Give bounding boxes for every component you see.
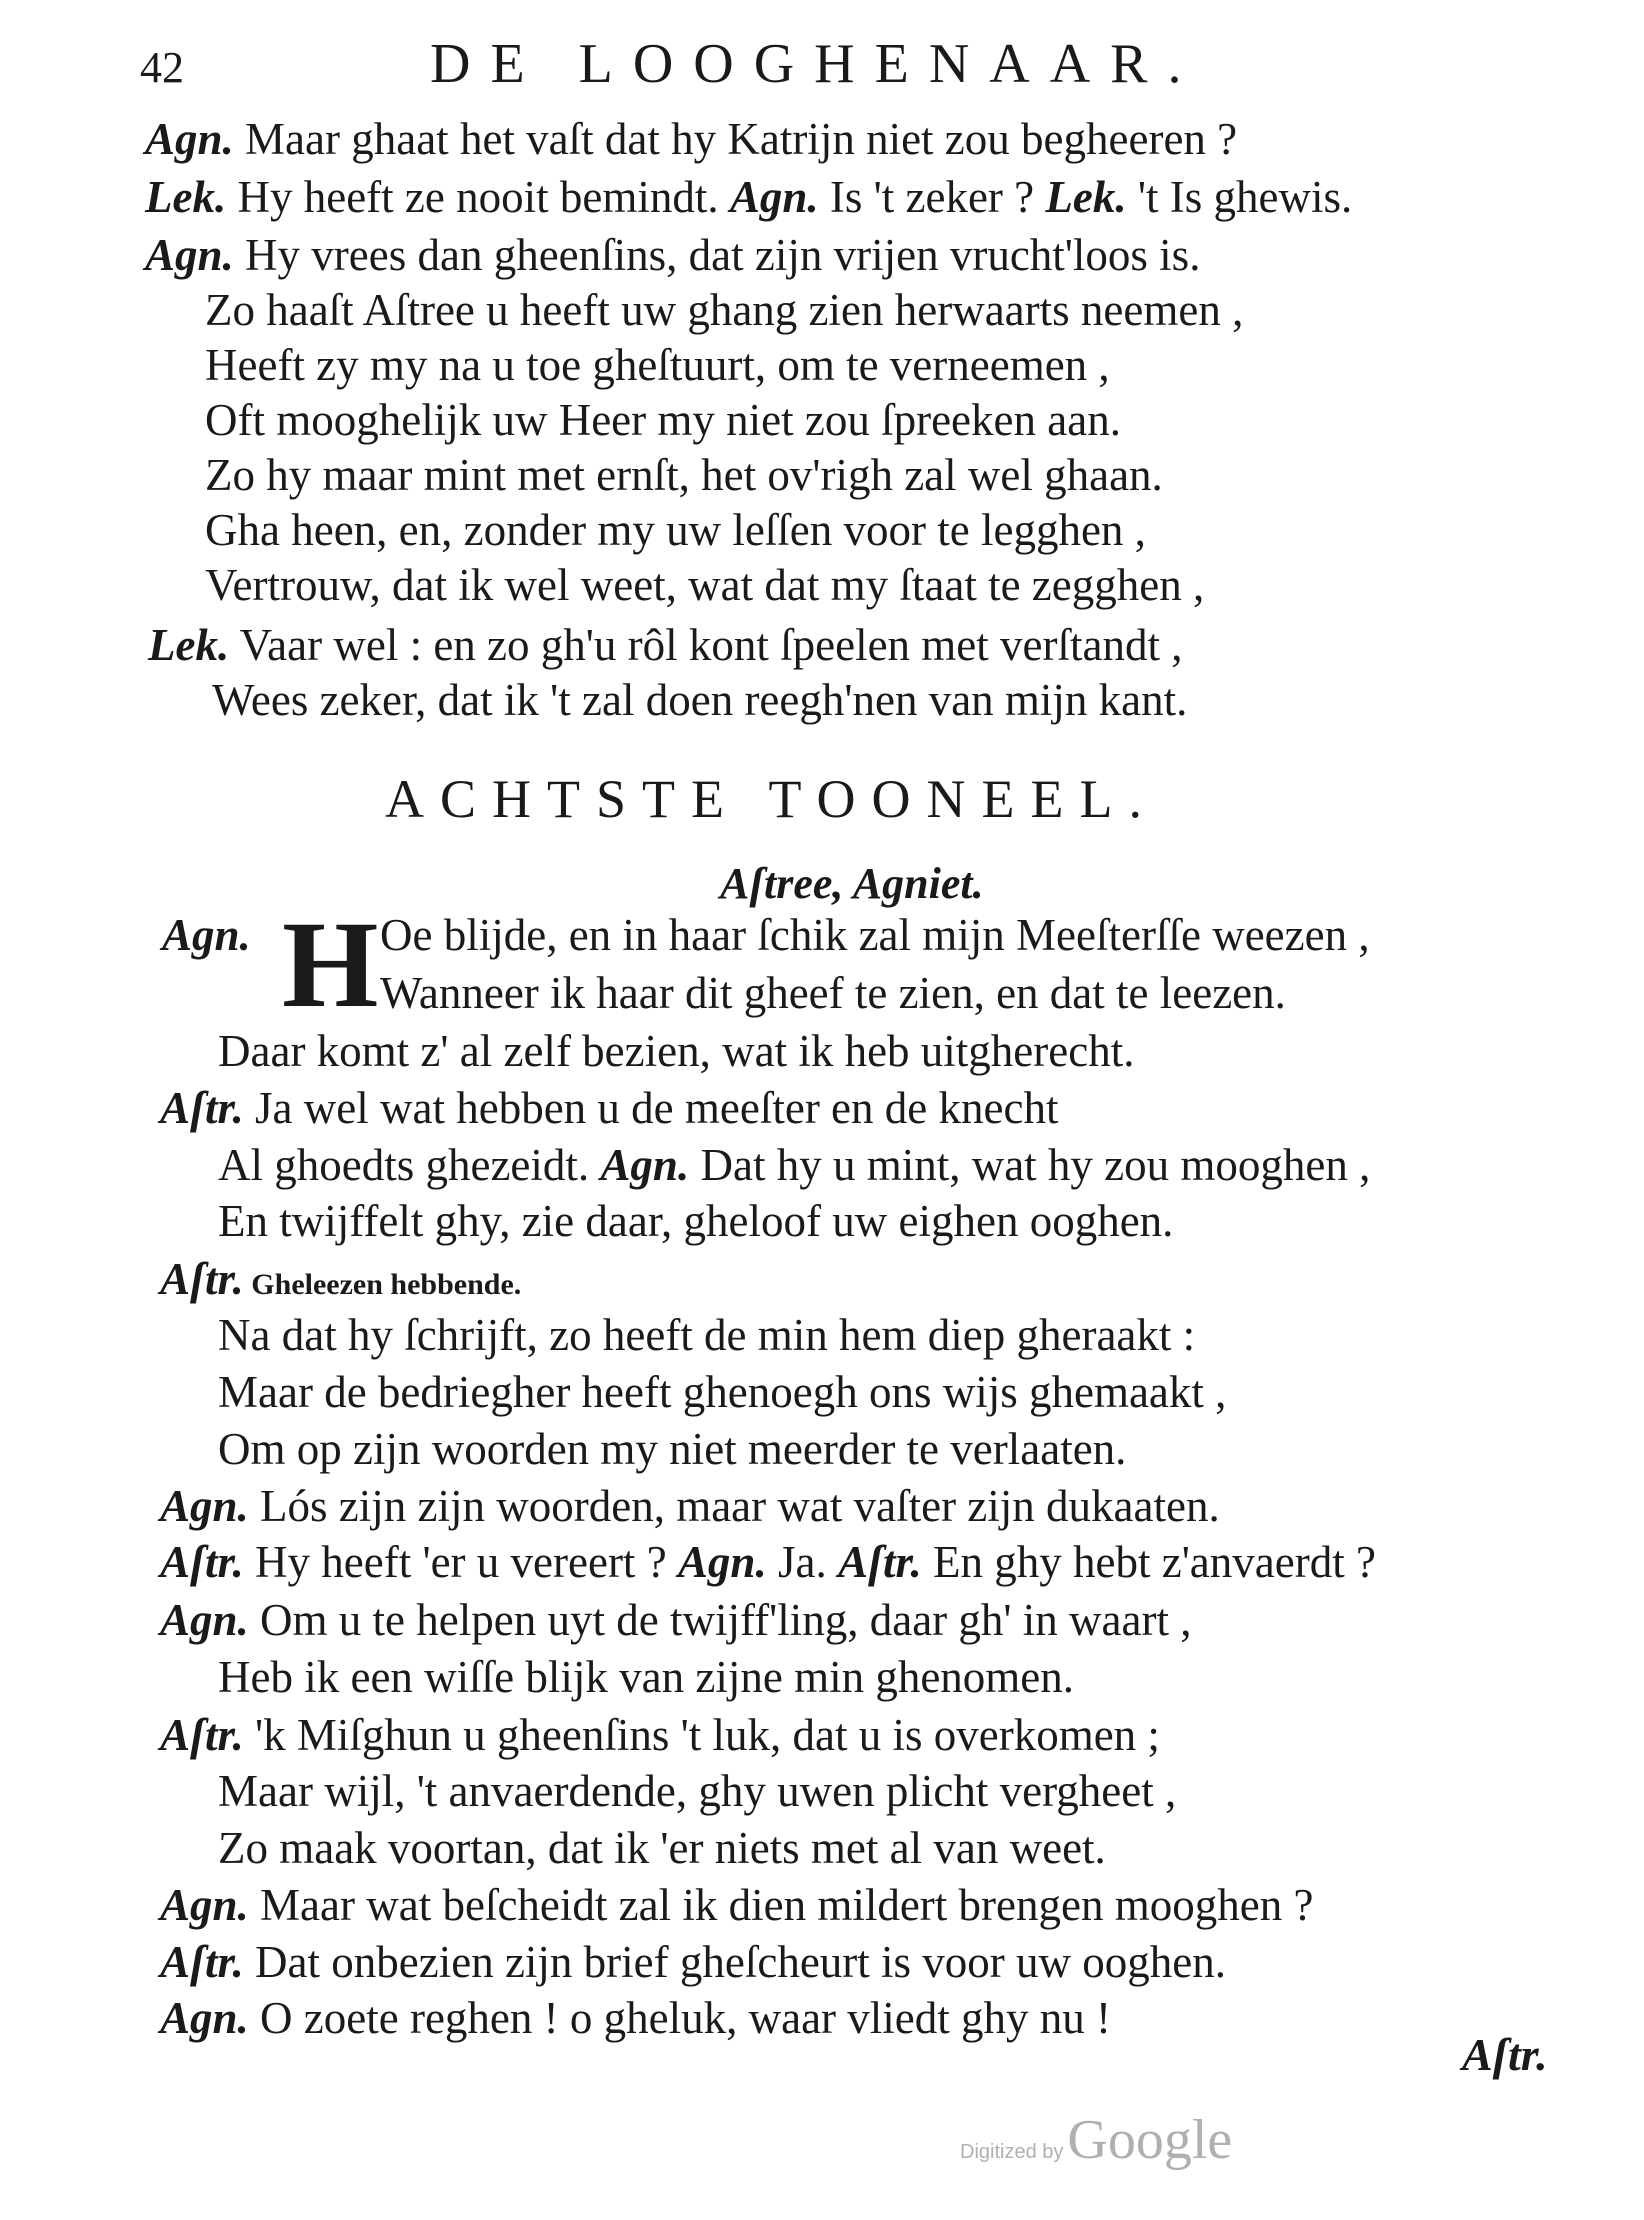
verse-text: En ghy hebt z'anvaerdt ? <box>921 1537 1376 1587</box>
verse-text: O zoete reghen ! o gheluk, waar vliedt ghy nu ! <box>248 1993 1112 2043</box>
verse-line <box>160 1993 1111 2043</box>
speaker-label: Agn. <box>160 1481 249 1531</box>
verse-text: Ja wel wat hebben u de meeſter en de knecht <box>243 1083 1059 1133</box>
verse-text: 't Is ghewis. <box>1126 172 1353 222</box>
speaker-label: Aſtr. <box>160 1083 244 1133</box>
verse-line: Maar de bedriegher heeft ghenoegh ons wijs ghemaakt , <box>218 1367 1227 1417</box>
verse-text: Al ghoedts ghezeidt. <box>218 1140 601 1190</box>
verse-line: Zo hy maar mint met ernſt, het ov'righ zal wel ghaan. <box>205 450 1163 500</box>
verse-line <box>160 1710 1160 1760</box>
verse-text: Maar ghaat het vaſt dat hy Katrijn niet zou begheeren ? <box>233 114 1238 164</box>
verse-line <box>145 230 1200 280</box>
speaker-label: Agn. <box>145 230 234 280</box>
digitized-watermark <box>960 2108 1232 2172</box>
verse-line: Na dat hy ſchrijft, zo heeft de min hem diep gheraakt : <box>218 1310 1196 1360</box>
verse-line <box>145 172 1352 222</box>
verse-text: Lós zijn zijn woorden, maar wat vaſter zijn dukaaten. <box>248 1481 1220 1531</box>
verse-line <box>160 1937 1226 1987</box>
verse-text: Hy heeft 'er u vereert ? <box>243 1537 678 1587</box>
page-number: 42 <box>140 43 184 92</box>
verse-text: Hy vrees dan gheenſins, dat zijn vrijen vrucht'loos is. <box>233 230 1201 280</box>
verse-text: Dat hy u mint, wat hy zou mooghen , <box>689 1140 1371 1190</box>
verse-line: Daar komt z' al zelf bezien, wat ik heb uitgherecht. <box>218 1026 1135 1076</box>
drop-cap: H <box>282 896 379 1033</box>
verse-line <box>160 1880 1313 1930</box>
running-title: DE LOOGHENAAR. <box>430 33 1202 95</box>
verse-line: En twijffelt ghy, zie daar, gheloof uw eighen ooghen. <box>218 1196 1174 1246</box>
speaker-label: Aſtr. <box>160 1537 244 1587</box>
watermark-prefix: Digitized by <box>960 2141 1064 2163</box>
speaker-label: Agn. <box>677 1537 767 1587</box>
verse-line <box>160 1083 1058 1133</box>
verse-line: Om op zijn woorden my niet meerder te verlaaten. <box>218 1424 1127 1474</box>
verse-line: Oft mooghelijk uw Heer my niet zou ſpreeken aan. <box>205 395 1121 445</box>
verse-line <box>160 1254 521 1310</box>
verse-line <box>160 1595 1191 1645</box>
verse-text: Dat onbezien zijn brief gheſcheurt is voor uw ooghen. <box>243 1937 1226 1987</box>
catchword: Aſtr. <box>1462 2029 1548 2080</box>
verse-line: Gha heen, en, zonder my uw leſſen voor te legghen , <box>205 505 1146 555</box>
verse-line: Wees zeker, dat ik 't zal doen reegh'nen van mijn kant. <box>212 675 1188 725</box>
verse-text: Maar wat beſcheidt zal ik dien mildert brengen mooghen ? <box>248 1880 1314 1930</box>
speaker-label: Agn. <box>160 1993 249 2043</box>
verse-line <box>160 1481 1220 1531</box>
verse-line: Oe blijde, en in haar ſchik zal mijn Meeſterſſe weezen , <box>380 910 1370 960</box>
verse-line: Zo maak voortan, dat ik 'er niets met al van weet. <box>218 1823 1106 1873</box>
verse-text: Om u te helpen uyt de twijff'ling, daar gh' in waart , <box>248 1595 1192 1645</box>
speaker-label: Lek. <box>1045 172 1127 222</box>
verse-text: Hy heeft ze nooit bemindt. <box>226 172 730 222</box>
verse-line: Vertrouw, dat ik wel weet, wat dat my ſtaat te zegghen , <box>205 560 1205 610</box>
verse-text: 'k Miſghun u gheenſins 't luk, dat u is overkomen ; <box>243 1710 1160 1760</box>
verse-text: Ja. <box>766 1537 838 1587</box>
google-logo: Google <box>1067 2109 1233 2171</box>
character-list: Aſtree, Agniet. <box>720 859 984 908</box>
speaker-label: Aſtr. <box>160 1710 244 1760</box>
verse-line <box>148 620 1182 670</box>
speaker-label: Agn. <box>729 172 819 222</box>
verse-text: Vaar wel : en zo gh'u rôl kont ſpeelen met verſtandt , <box>229 620 1183 670</box>
speaker-label: Agn. <box>160 1880 249 1930</box>
speaker-label: Aſtr. <box>160 1937 244 1987</box>
verse-text: Is 't zeker ? <box>818 172 1046 222</box>
stage-direction: Gheleezen hebbende. <box>243 1268 522 1301</box>
verse-line <box>145 114 1237 164</box>
speaker-label: Lek. <box>148 620 230 670</box>
speaker-label: Aſtr. <box>837 1537 922 1587</box>
speaker-label: Aſtr. <box>160 1254 244 1304</box>
speaker-label: Agn. <box>145 114 234 164</box>
verse-line: Heb ik een wiſſe blijk van zijne min ghenomen. <box>218 1652 1075 1702</box>
verse-line <box>162 910 251 960</box>
verse-line <box>218 1140 1370 1190</box>
verse-line: Maar wijl, 't anvaerdende, ghy uwen plicht vergheet , <box>218 1766 1177 1816</box>
verse-line: Heeft zy my na u toe gheſtuurt, om te verneemen , <box>205 340 1110 390</box>
speaker-label: Agn. <box>162 910 251 960</box>
verse-line: Wanneer ik haar dit gheef te zien, en dat te leezen. <box>380 968 1286 1018</box>
speaker-label: Agn. <box>160 1595 249 1645</box>
verse-line: Zo haaſt Aſtree u heeft uw ghang zien herwaarts neemen , <box>205 285 1244 335</box>
page-header <box>140 32 1580 102</box>
verse-line <box>160 1537 1376 1587</box>
speaker-label: Agn. <box>600 1140 690 1190</box>
scene-title: ACHTSTE TOONEEL. <box>385 769 1158 829</box>
speaker-label: Lek. <box>145 172 227 222</box>
